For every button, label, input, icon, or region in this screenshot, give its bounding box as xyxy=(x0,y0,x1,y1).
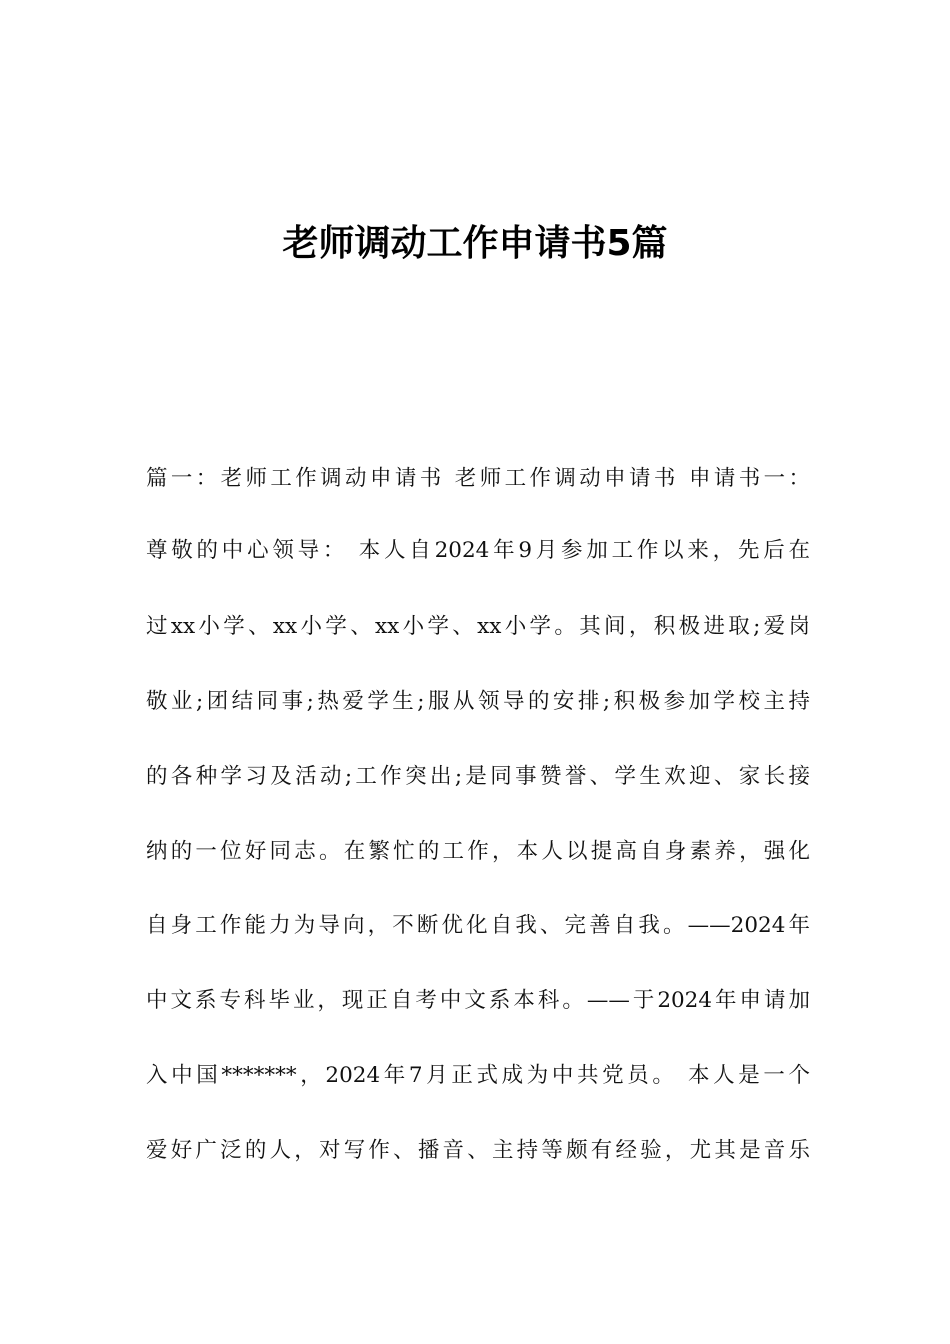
body-line-8: 中文系专科毕业，现正自考中文系本科。——于2024年申请加 xyxy=(146,988,810,1013)
document-title: 老师调动工作申请书5篇 xyxy=(282,223,668,264)
body-line-1: 篇一：老师工作调动申请书 老师工作调动申请书 申请书一： xyxy=(146,466,810,491)
body-line-2: 尊敬的中心领导： 本人自2024年9月参加工作以来，先后在 xyxy=(146,538,810,563)
body-line-9: 入中国*******，2024年7月正式成为中共党员。 本人是一个 xyxy=(146,1063,810,1088)
body-line-4: 敬业;团结同事;热爱学生;服从领导的安排;积极参加学校主持 xyxy=(146,689,810,714)
body-line-6: 纳的一位好同志。在繁忙的工作，本人以提高自身素养，强化 xyxy=(146,839,810,864)
body-line-3: 过xx小学、xx小学、xx小学、xx小学。其间，积极进取;爱岗 xyxy=(146,614,810,639)
body-line-10: 爱好广泛的人，对写作、播音、主持等颇有经验，尤其是音乐 xyxy=(146,1138,810,1163)
body-line-5: 的各种学习及活动;工作突出;是同事赞誉、学生欢迎、家长接 xyxy=(146,764,810,789)
body-line-7: 自身工作能力为导向，不断优化自我、完善自我。——2024年 xyxy=(146,913,810,938)
